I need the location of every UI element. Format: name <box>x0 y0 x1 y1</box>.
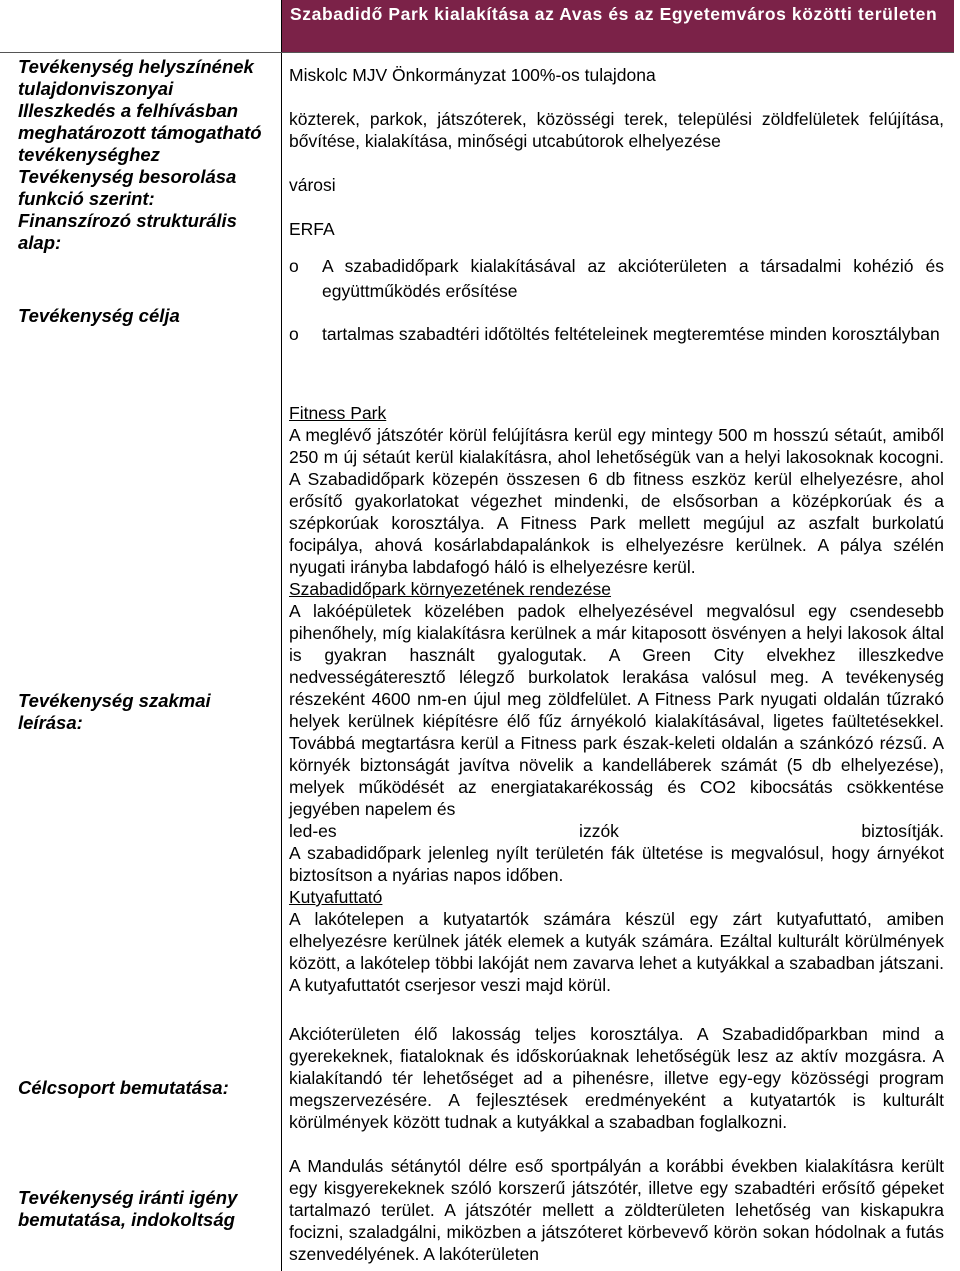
fitness-park-text: A meglévő játszótér körül felújításra kerül egy mintegy 500 m hosszú sétaút, amiből 250 m új sétaút kerül kialakításra, ahol lehetőségük van a helyi lakosoknak kocogni. A Szabadidőpark közepén összesen 6 db fitness eszköz kerül elhelyezésre, ahol erősítő gyakorlatokat végezhet mindenki, de elsősorban a középkorúak és a szépkorúak korosztálya. A Fitness Park mellett megújul az aszfalt burkolatú focipálya, ahová kosárlabdapalánkok is elhelyezésre kerülnek. A pálya szélén nyugati irányba labdafogó háló is elhelyezésre kerül. <box>289 425 944 577</box>
project-title-header: Szabadidő Park kialakítása az Avas és az Egyetemváros közötti területen <box>282 0 954 52</box>
label-fund: Finanszírozó strukturális alap: <box>18 210 237 253</box>
header-divider <box>0 52 954 53</box>
value-classification: városi <box>289 175 336 195</box>
target-group-text: Akcióterületen élő lakosság teljes korosztálya. A Szabadidőparkban mind a gyerekeknek, fiataloknak és időskorúaknak lehetőségük lesz az aktív mozgásra. A kialakítandó tér lehetőséget ad a pihenésre, illetve egy-egy közösségi program megszervezésére. A fejlesztések eredményeként a kutyatartók is kulturált körülmények között tudnak a kutyákkal a szabadban foglalkozni. <box>289 1024 944 1132</box>
label-demand: Tevékenység iránti igény bemutatása, indokoltság <box>18 1187 238 1230</box>
label-fit: Illeszkedés a felhívásban meghatározott támogatható tevékenységhez <box>18 100 262 165</box>
demand-text: A Mandulás sétánytól délre eső sportpályán a korábbi években kialakításra került egy kisgyerekeknek szóló korszerű játszótér, illetve egy szabadtéri erősítő gépeket tartalmazó terület. A játszótér mellett a zöldterületen lehetőség van kiskapukra focizni, szaladgálni, miközben a játszóteret körbevevő körön sokan hódolnak a futás szenvedélyének. A lakóterületen <box>289 1156 944 1264</box>
environment-text: A lakóépületek közelében padok elhelyezésével megvalósul egy csendesebb pihenőhely, míg kialakításra kerülnek a már kitaposott ösvényen a helyi lakosok által is gyakran használt gyalogutak. A Green City elvekhez illeszkedve nedvességáteresztő lélegző burkolatok lerakása valósul meg. A tevékenység részeként 4600 nm-en újul meg zöldfelület. A Fitness Park nyugati oldalán tűzrakó helyek kerülnek kiépítésre élő fűz árnyékoló kialakításával, ligetes faültetésekkel. Továbbá megtartásra kerül a Fitness park észak-keleti oldalán a szánkózó rézsű. A környék biztonságát javítva növelik a kandelláberek számát (5 db elhelyezése), melyek működését az energiatakarékosság és CO2 kibocsátás csökkentése jegyében napelem és <box>289 601 944 819</box>
dog-run-heading: Kutyafuttató <box>289 887 383 907</box>
value-fund: ERFA <box>289 219 335 239</box>
environment-text-continued: A szabadidőpark jelenleg nyílt területén fák ültetése is megvalósul, hogy árnyékot biztosítson a nyárias napos időben. <box>289 843 944 885</box>
value-fit: közterek, parkok, játszóterek, közösségi terek, települési zöldfelületek felújítása, bővítése, kialakítása, minőségi utcabútorok elhelyezése <box>289 109 944 151</box>
label-classification: Tevékenység besorolása funkció szerint: <box>18 166 237 209</box>
bullet-marker: o <box>289 324 299 344</box>
label-goal: Tevékenység célja <box>18 305 180 326</box>
description-block <box>289 402 944 996</box>
goal-text: tartalmas szabadtéri időtöltés feltételeinek megteremtése minden korosztályban <box>322 324 940 344</box>
label-target-group: Célcsoport bemutatása: <box>18 1077 229 1098</box>
environment-text-line: led-es izzók biztosítják. <box>289 821 944 841</box>
column-divider <box>281 0 282 1271</box>
label-description: Tevékenység szakmai leírása: <box>18 690 211 733</box>
goal-text: A szabadidőpark kialakításával az akcióterületen a társadalmi kohézió és együttműködés erősítése <box>322 256 944 301</box>
value-ownership: Miskolc MJV Önkormányzat 100%-os tulajdona <box>289 65 656 85</box>
fitness-park-heading: Fitness Park <box>289 403 387 423</box>
label-ownership: Tevékenység helyszínének tulajdonviszonyai <box>18 56 254 99</box>
bullet-marker: o <box>289 256 299 276</box>
environment-heading: Szabadidőpark környezetének rendezése <box>289 579 612 599</box>
dog-run-text: A lakótelepen a kutyatartók számára készül egy zárt kutyafuttató, amiben elhelyezésre kerülnek játék elemek a kutyák számára. Ezáltal kulturált körülmények között, a lakótelep többi lakóját nem zavarva lehet a kutyákkal a szabadban játszani. A kutyafuttatót cserjesor veszi majd körül. <box>289 909 944 995</box>
